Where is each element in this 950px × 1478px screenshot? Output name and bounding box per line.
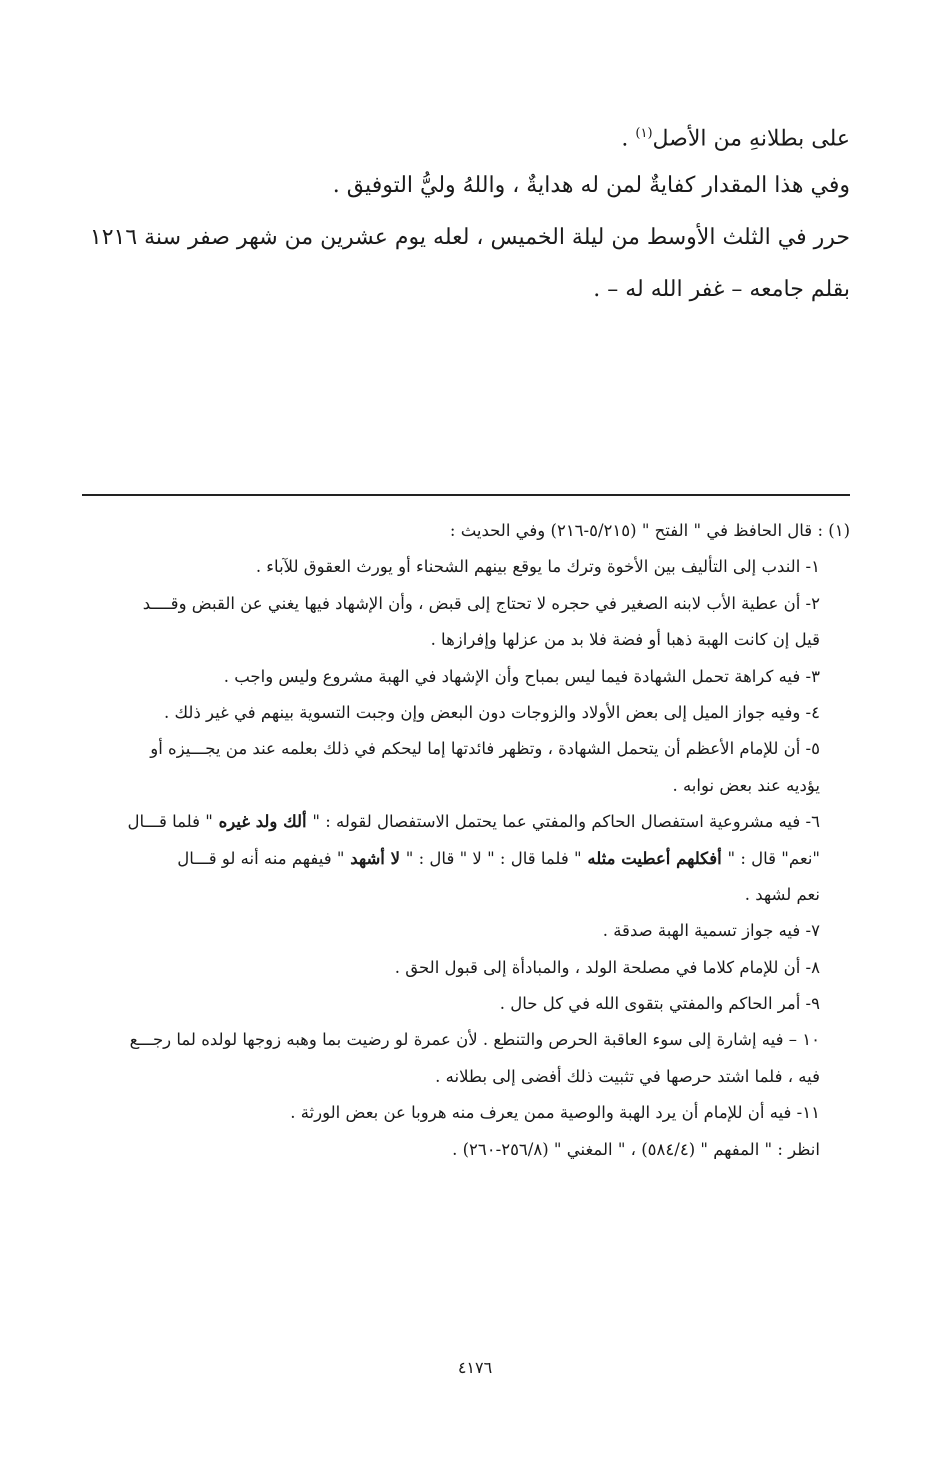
footnote-item-2-continued: قيل إن كانت الهبة ذهبا أو فضة فلا بد من عزلها وإفرازها . bbox=[430, 630, 820, 650]
footnote-divider bbox=[82, 494, 850, 496]
footnotes-block bbox=[80, 513, 850, 1168]
footnote-item-10-continued: فيه ، فلما اشتد حرصها في تثبيت ذلك أفضى إلى بطلانه . bbox=[435, 1066, 820, 1086]
footnote-item-6-text: ٦- فيه مشروعية استفصال الحاكم والمفتي عما يحتمل الاستفصال لقوله : " bbox=[312, 812, 820, 832]
footnote-item-5: ٥- أن للإمام الأعظم أن يتحمل الشهادة ، وتظهر فائدتها إما ليحكم في ذلك بعلمه عند من يجـــيزه أو bbox=[150, 739, 820, 759]
footnote-intro: (١) : قال الحافظ في " الفتح " (٥/٢١٥-٢١٦) وفي الحديث : bbox=[449, 521, 850, 540]
main-line-4: بقلم جامعه – غفر الله له – . bbox=[593, 277, 850, 302]
footnote-item-9: ٩- أمر الحاكم والمفتي بتقوى الله في كل حال . bbox=[499, 994, 820, 1014]
main-line-1-text: على بطلانهِ من الأصل bbox=[652, 126, 850, 152]
footnote-item-6-continued-2: نعم لشهد . bbox=[744, 884, 820, 904]
footnote-item-4: ٤- وفيه جواز الميل إلى بعض الأولاد والزوجات دون البعض وإن وجبت التسوية بينهم في غير ذلك . bbox=[164, 702, 820, 722]
footnote-item-6b-end: " فيفهم منه أنه لو قـــال bbox=[177, 848, 345, 868]
footnote-item-10: ١٠ – فيه إشارة إلى سوء العاقبة الحرص والتنطع . لأن عمرة لو رضيت بما وهبه زوجها لولده لما رجـــع bbox=[129, 1030, 820, 1050]
footnote-item-6-text-end: " فلما قـــال bbox=[127, 812, 213, 832]
footnote-item-2: ٢- أن عطية الأب لابنه الصغير في حجره لا تحتاج إلى قبض ، وأن الإشهاد فيها يغني عن القبض وقــــد bbox=[142, 593, 820, 613]
footnote-item-5-continued: يؤديه عند بعض نوابه . bbox=[672, 775, 820, 795]
hadith-quote: لا أشهد bbox=[344, 848, 406, 868]
footnote-reference: (١) bbox=[635, 126, 653, 141]
footnote-item-6-continued bbox=[80, 841, 850, 877]
footnote-item-7: ٧- فيه جواز تسمية الهبة صدقة . bbox=[602, 921, 820, 941]
main-line-3: حرر في الثلث الأوسط من ليلة الخميس ، لعله يوم عشرين من شهر صفر سنة ١٢١٦ bbox=[89, 225, 850, 250]
main-text-block bbox=[80, 108, 850, 316]
footnote-see-also: انظر : " المفهم " (٥٨٤/٤) ، " المغني " (٢٥٦/٨-٢٦٠) . bbox=[452, 1139, 820, 1159]
main-line-2: وفي هذا المقدار كفايةٌ لمن له هدايةٌ ، واللهُ وليُّ التوفيق . bbox=[332, 173, 850, 198]
hadith-quote: ألك ولد غيره bbox=[212, 812, 313, 832]
footnote-item-8: ٨- أن للإمام كلاما في مصلحة الولد ، والمبادأة إلى قبول الحق . bbox=[394, 957, 820, 977]
page-number: ٤١٧٦ bbox=[457, 1358, 493, 1377]
footnote-item-6 bbox=[80, 804, 850, 840]
footnote-item-11: ١١- فيه أن للإمام أن يرد الهبة والوصية ممن يعرف منه هروبا عن بعض الورثة . bbox=[290, 1103, 820, 1123]
footnote-item-1: ١- الندب إلى التأليف بين الأخوة وترك ما يوقع بينهم الشحناء أو يورث العقوق للآباء . bbox=[255, 557, 820, 577]
hadith-quote: أفكلهم أعطيت مثله bbox=[581, 848, 728, 868]
footnote-item-3: ٣- فيه كراهة تحمل الشهادة فيما ليس بمباح وأن الإشهاد في الهبة مشروع وليس واجب . bbox=[223, 666, 820, 686]
main-line-1 bbox=[80, 108, 850, 160]
footnote-item-6b-text: "نعم" قال : " bbox=[727, 848, 820, 868]
footnote-item-6b-mid: " فلما قال : " لا " قال : " bbox=[405, 848, 582, 868]
main-line-1-end: . bbox=[621, 126, 636, 152]
